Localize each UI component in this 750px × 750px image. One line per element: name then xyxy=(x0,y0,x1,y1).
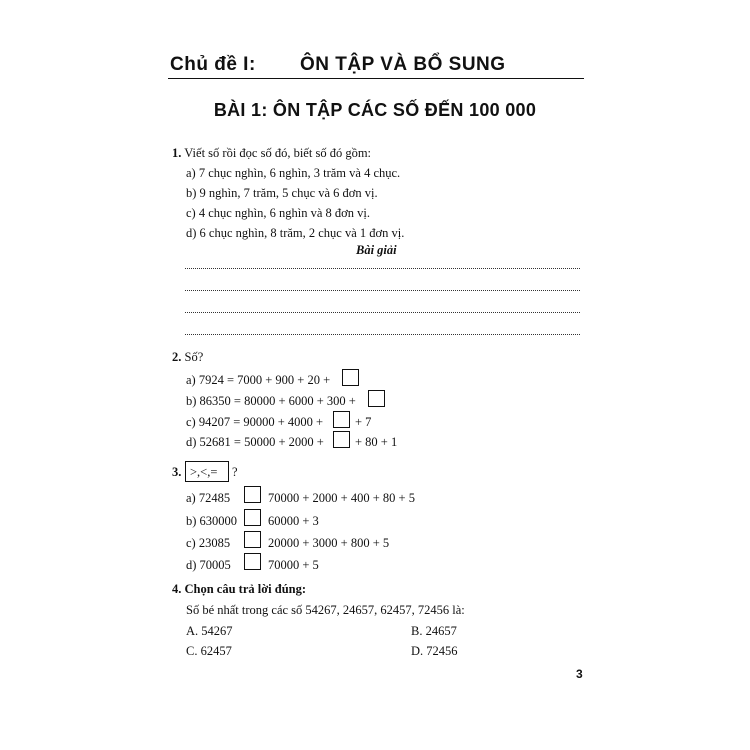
q1-item-d: d) 6 chục nghìn, 8 trăm, 2 chục và 1 đơn vị. xyxy=(186,226,405,240)
q3-item-b-right: 60000 + 3 xyxy=(268,514,319,528)
answer-line-4[interactable] xyxy=(185,334,580,335)
q3-d-compare-box[interactable] xyxy=(244,553,261,570)
q1-item-b: b) 9 nghìn, 7 trăm, 5 chục và 6 đơn vị. xyxy=(186,186,378,200)
q2-item-b: b) 86350 = 80000 + 6000 + 300 + xyxy=(186,394,356,408)
q1-number: 1. xyxy=(172,146,182,160)
page-number: 3 xyxy=(576,667,583,681)
chapter-label: Chủ đề I: xyxy=(170,54,256,75)
q2-item-a: a) 7924 = 7000 + 900 + 20 + xyxy=(186,373,331,387)
q2 xyxy=(172,350,203,365)
q2-d-answer-box[interactable] xyxy=(333,431,350,448)
q4-prompt: Chọn câu trả lời đúng: xyxy=(184,582,307,596)
q3-number: 3. xyxy=(172,465,182,479)
q2-item-d-tail: + 80 + 1 xyxy=(355,435,398,449)
lesson-title: BÀI 1: ÔN TẬP CÁC SỐ ĐẾN 100 000 xyxy=(213,100,537,120)
q3-item-b-left: b) 630000 xyxy=(186,514,238,528)
q4 xyxy=(172,582,306,597)
q2-item-c-tail: + 7 xyxy=(355,415,372,429)
q3-item-c-left: c) 23085 xyxy=(186,536,231,550)
q3-item-c-right: 20000 + 3000 + 800 + 5 xyxy=(268,536,390,550)
q3-b-compare-box[interactable] xyxy=(244,509,261,526)
q3-c-compare-box[interactable] xyxy=(244,531,261,548)
q3-item-d-left: d) 70005 xyxy=(186,558,231,572)
chapter-title: ÔN TẬP VÀ BỔ SUNG xyxy=(300,54,506,75)
q4-option-d[interactable]: D. 72456 xyxy=(411,644,458,658)
q3-a-compare-box[interactable] xyxy=(244,486,261,503)
answer-line-1[interactable] xyxy=(185,268,580,269)
q3-suffix: ? xyxy=(232,465,238,479)
q3-item-a-left: a) 72485 xyxy=(186,491,231,505)
q2-a-answer-box[interactable] xyxy=(342,369,359,386)
q1-solution-label: Bài giải xyxy=(356,243,397,257)
q1 xyxy=(172,146,371,161)
q2-item-c: c) 94207 = 90000 + 4000 + xyxy=(186,415,324,429)
header-rule xyxy=(168,78,584,79)
q4-option-c[interactable]: C. 62457 xyxy=(186,644,232,658)
q1-item-c: c) 4 chục nghìn, 6 nghìn và 8 đơn vị. xyxy=(186,206,371,220)
q4-number: 4. xyxy=(172,582,182,596)
answer-line-3[interactable] xyxy=(185,312,580,313)
q3-symbols: >,<,= xyxy=(190,465,218,479)
q1-item-a: a) 7 chục nghìn, 6 nghìn, 3 trăm và 4 chục. xyxy=(186,166,401,180)
q2-c-answer-box[interactable] xyxy=(333,411,350,428)
answer-line-2[interactable] xyxy=(185,290,580,291)
q2-item-d: d) 52681 = 50000 + 2000 + xyxy=(186,435,324,449)
q4-option-b[interactable]: B. 24657 xyxy=(411,624,457,638)
q2-number: 2. xyxy=(172,350,182,364)
q3-item-d-right: 70000 + 5 xyxy=(268,558,319,572)
q3-item-a-right: 70000 + 2000 + 400 + 80 + 5 xyxy=(268,491,415,505)
q4-question: Số bé nhất trong các số 54267, 24657, 62457, 72456 là: xyxy=(186,603,465,617)
q1-prompt: Viết số rồi đọc số đó, biết số đó gồm: xyxy=(184,146,372,160)
q2-b-answer-box[interactable] xyxy=(368,390,385,407)
q4-option-a[interactable]: A. 54267 xyxy=(186,624,233,638)
q2-prompt: Số? xyxy=(184,350,204,364)
